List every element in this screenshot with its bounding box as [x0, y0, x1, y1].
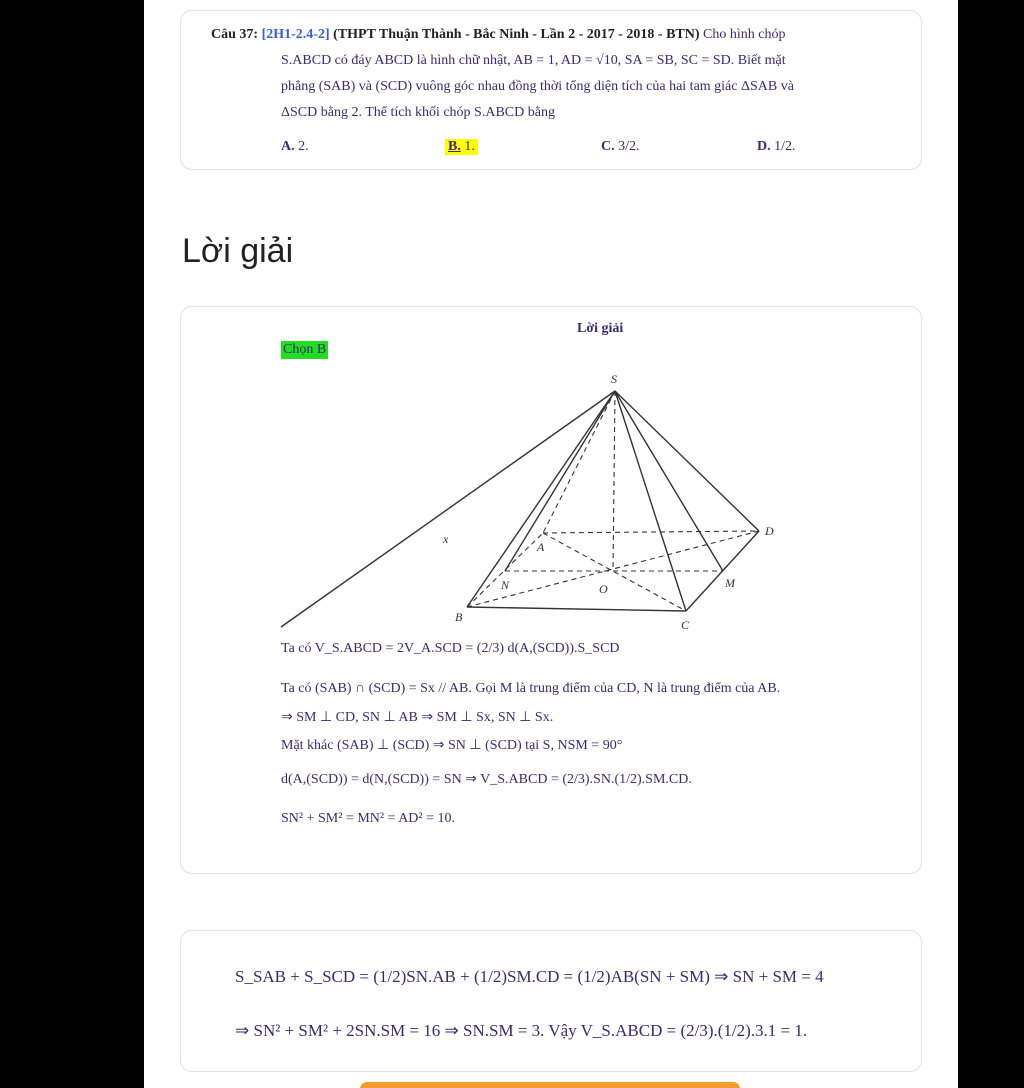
solution-title: Lời giải — [577, 321, 624, 336]
line-sx — [281, 391, 615, 627]
label-x: x — [443, 532, 449, 546]
answer-d: D. 1/2. — [757, 139, 796, 154]
choice-badge: Chọn B — [283, 342, 327, 357]
continuation-card — [180, 930, 922, 1072]
question-line-4: ΔSCD bằng 2. Thể tích khối chóp S.ABCD bằng — [281, 105, 555, 120]
question-source: (THPT Thuận Thành - Bắc Ninh - Lần 2 - 2017 - 2018 - BTN) — [333, 27, 700, 42]
question-tag: [2H1-2.4-2] — [261, 27, 330, 42]
label-o: O — [599, 582, 608, 596]
solution-line-3: ⇒ SM ⊥ CD, SN ⊥ AB ⇒ SM ⊥ Sx, SN ⊥ Sx. — [281, 710, 554, 725]
label-a: A — [537, 540, 545, 554]
solution-card — [180, 306, 922, 874]
label-b: B — [455, 610, 463, 624]
solution-line-1: Ta có V_S.ABCD = 2V_A.SCD = (2/3) d(A,(SCD)).S_SCD — [281, 641, 620, 656]
edge-bc — [467, 607, 686, 611]
edge-sa — [543, 391, 615, 533]
label-d: D — [765, 524, 774, 538]
answer-b: B. 1. — [445, 139, 478, 155]
edge-ad — [543, 531, 759, 533]
solution-heading: Lời giải — [182, 232, 294, 270]
answer-c: C. 3/2. — [601, 139, 640, 154]
line-sn — [505, 391, 615, 571]
question-card — [180, 10, 922, 170]
continuation-line-2: ⇒ SN² + SM² + 2SN.SM = 16 ⇒ SN.SM = 3. Vậy V_S.ABCD = (2/3).(1/2).3.1 = 1. — [235, 1021, 808, 1040]
question-header — [211, 27, 785, 43]
label-c: C — [681, 618, 690, 632]
solution-line-4: Mặt khác (SAB) ⊥ (SCD) ⇒ SN ⊥ (SCD) tại S, NSM = 90° — [281, 738, 623, 753]
answer-a: A. 2. — [281, 139, 309, 154]
label-s: S — [611, 372, 617, 386]
pyramid-figure — [181, 357, 921, 687]
question-line-3: phẳng (SAB) và (SCD) vuông góc nhau đồng thời tổng diện tích của hai tam giác ΔSAB và — [281, 79, 794, 94]
line-so — [613, 391, 615, 571]
label-m: M — [725, 576, 735, 590]
question-number: Câu 37: — [211, 27, 259, 42]
solution-line-6: SN² + SM² = MN² = AD² = 10. — [281, 811, 456, 826]
label-n: N — [501, 578, 510, 592]
document-page — [144, 0, 958, 1088]
solution-line-5: d(A,(SCD)) = d(N,(SCD)) = SN ⇒ V_S.ABCD = (2/3).SN.(1/2).SM.CD. — [281, 772, 692, 787]
continuation-line-1: S_SAB + S_SCD = (1/2)SN.AB + (1/2)SM.CD = (1/2)AB(SN + SM) ⇒ SN + SM = 4 — [235, 967, 824, 986]
solution-line-2: Ta có (SAB) ∩ (SCD) = Sx // AB. Gọi M là trung điểm của CD, N là trung điểm của AB. — [281, 681, 781, 696]
question-line-2: S.ABCD có đáy ABCD là hình chữ nhật, AB = 1, AD = √10, SA = SB, SC = SD. Biết mặt — [281, 53, 786, 68]
question-intro: Cho hình chóp — [703, 27, 786, 42]
action-button[interactable] — [360, 1082, 740, 1088]
